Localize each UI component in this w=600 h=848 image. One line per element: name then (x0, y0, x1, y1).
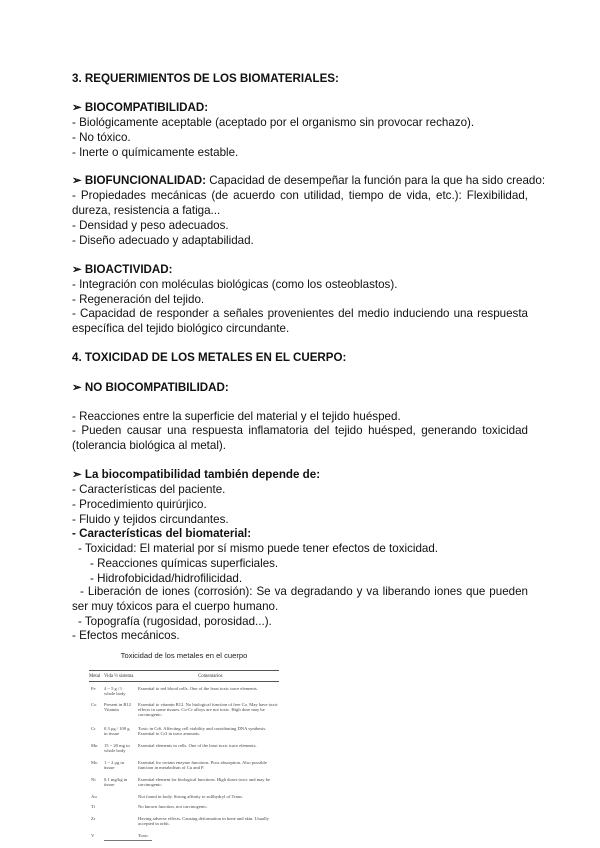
biocompatibility-title: ➢ BIOCOMPATIBILIDAD: (72, 101, 209, 114)
figure-row-1-life: 4 ~ 5 g / l whole body (104, 686, 126, 697)
depends-item-3: - Fluido y tejidos circundantes. (72, 513, 229, 526)
figure-row-7-comment: Not found in body. Strong affinity to sulfhydryl of Trans. (138, 794, 243, 799)
figure-title: Toxicidad de los metales en el cuerpo (120, 651, 248, 660)
figure-row-1-metal: Fe (91, 686, 96, 691)
biofunctionality-desc: Capacidad de desempeñar la función para la que ha sido creado: (206, 174, 546, 187)
figure-row-3-life: 0.3 μg / 100 g in tissue (104, 726, 130, 737)
figure-row-2-metal: Co (91, 702, 97, 707)
biofunctionality-title: ➢ BIOFUNCIONALIDAD: (72, 174, 207, 187)
figure-row-8-metal: Ti (91, 804, 95, 809)
bioactivity-item-2: - Regeneración del tejido. (72, 293, 205, 306)
section-4-heading: 4. TOXICIDAD DE LOS METALES EN EL CUERPO: (72, 351, 347, 364)
bioactivity-title: ➢ BIOACTIVIDAD: (72, 263, 173, 276)
figure-row-6-comment: Essential element for biological functions. High doses toxic and may be carcinogenic. (138, 777, 271, 788)
figure-row-9-metal: Zr (91, 816, 96, 821)
biofunctionality-item-3: - Diseño adecuado y adaptabilidad. (72, 234, 254, 247)
bioactivity-item-3: - Capacidad de responder a señales provenientes del medio induciendo una respuesta específica del tejido biológico circundante. (72, 307, 528, 335)
bioactivity-item-1: - Integración con moléculas biológicas (como los osteoblastos). (72, 278, 398, 291)
ion-release-item: - Liberación de iones (corrosión): Se va degradando y va liberando iones que pueden ser muy tóxicos para el cuerpo humano. (72, 585, 528, 613)
toxicity-item: - Toxicidad: El material por sí mismo puede tener efectos de toxicidad. (78, 542, 439, 555)
figure-header-metal: Metal (89, 674, 101, 679)
section-3-heading: 3. REQUERIMIENTOS DE LOS BIOMATERIALES: (72, 72, 339, 85)
no-biocompatibility-item-1: - Reacciones entre la superficie del material y el tejido huésped. (72, 410, 401, 423)
biofunctionality-line (72, 174, 545, 188)
depends-item-2: - Procedimiento quirúrjico. (72, 498, 207, 511)
depends-title: ➣ La biocompatibilidad también depende de: (72, 468, 321, 481)
figure-row-3-metal: Cr (91, 726, 96, 731)
no-biocompatibility-title: ➢ NO BIOCOMPATIBILIDAD: (72, 381, 229, 394)
biocompatibility-item-2: - No tóxico. (72, 131, 131, 144)
surface-reactions-item: - Reacciones químicas superficiales. (90, 557, 279, 570)
figure-row-5-life: 1 ~ 2 μg in tissue (104, 760, 125, 771)
depends-item-1: - Características del paciente. (72, 483, 226, 496)
hydrophobicity-item: - Hidrofobicidad/hidrofilicidad. (90, 572, 243, 585)
biofunctionality-item-2: - Densidad y peso adecuados. (72, 219, 229, 232)
figure-row-9-comment: Having adverse effects. Causing deformation in bone and skin. Usually accepted in orbit. (138, 816, 269, 827)
figure-row-4-metal: Mn (91, 743, 98, 748)
metal-toxicity-table-figure (86, 646, 282, 846)
figure-header-comments: Comentarios (198, 674, 223, 679)
figure-row-5-comment: Essential for certain enzyme functions. Poor absorption. Also possible function in metabolism of Cu and P. (138, 760, 267, 771)
figure-row-10-comment: Toxic (138, 833, 149, 838)
figure-row-6-life: 0.1 mg/kg in tissue (104, 777, 128, 788)
material-characteristics-title: - Características del biomaterial: (72, 527, 252, 540)
figure-row-1-comment: Essential to red blood cells. One of the least toxic trace elements. (138, 686, 258, 691)
figure-row-7-metal: Au (91, 794, 97, 799)
figure-row-2-life: Present in B12 Vitamin (104, 702, 132, 713)
figure-row-4-comment: Essential elements in cells. One of the least toxic trace elements. (138, 743, 257, 748)
biocompatibility-item-3: - Inerte o químicamente estable. (72, 146, 239, 159)
topography-item: - Topografía (rugosidad, porosidad...). (78, 615, 272, 628)
figure-row-3-comment: Toxic in Cr6. Affecting cell viability and contributing DNA synthesis. Essential to Cr3 in trace amounts. (138, 726, 267, 737)
biocompatibility-item-1: - Biológicamente aceptable (aceptado por el organismo sin provocar rechazo). (72, 116, 475, 129)
no-biocompatibility-item-2: - Pueden causar una respuesta inflamatoria del tejido huésped, generando toxicidad (tolerancia biológica al metal). (72, 424, 528, 452)
biofunctionality-item-1: - Propiedades mecánicas (de acuerdo con utilidad, tiempo de vida, etc.): Flexibilidad, dureza, resistencia a fatiga... (72, 189, 528, 217)
figure-row-6-metal: Ni (91, 777, 96, 782)
figure-row-2-comment: Essential to vitamin B12. No biological function of free Co. May have toxic effects in some tissues. Co-Cr alloys are not toxic. High dose may be carcinogenic. (138, 702, 278, 718)
mechanical-effects-item: - Efectos mecánicos. (72, 629, 180, 642)
figure-row-10-metal: V (91, 833, 95, 838)
figure-row-4-life: 15 ~ 20 mg in whole body (104, 743, 130, 754)
figure-row-5-metal: Mo (91, 760, 98, 765)
figure-header-life: Vida ½ sistema (104, 674, 134, 679)
figure-row-8-comment: No known function, not carcinogenic. (138, 804, 208, 809)
